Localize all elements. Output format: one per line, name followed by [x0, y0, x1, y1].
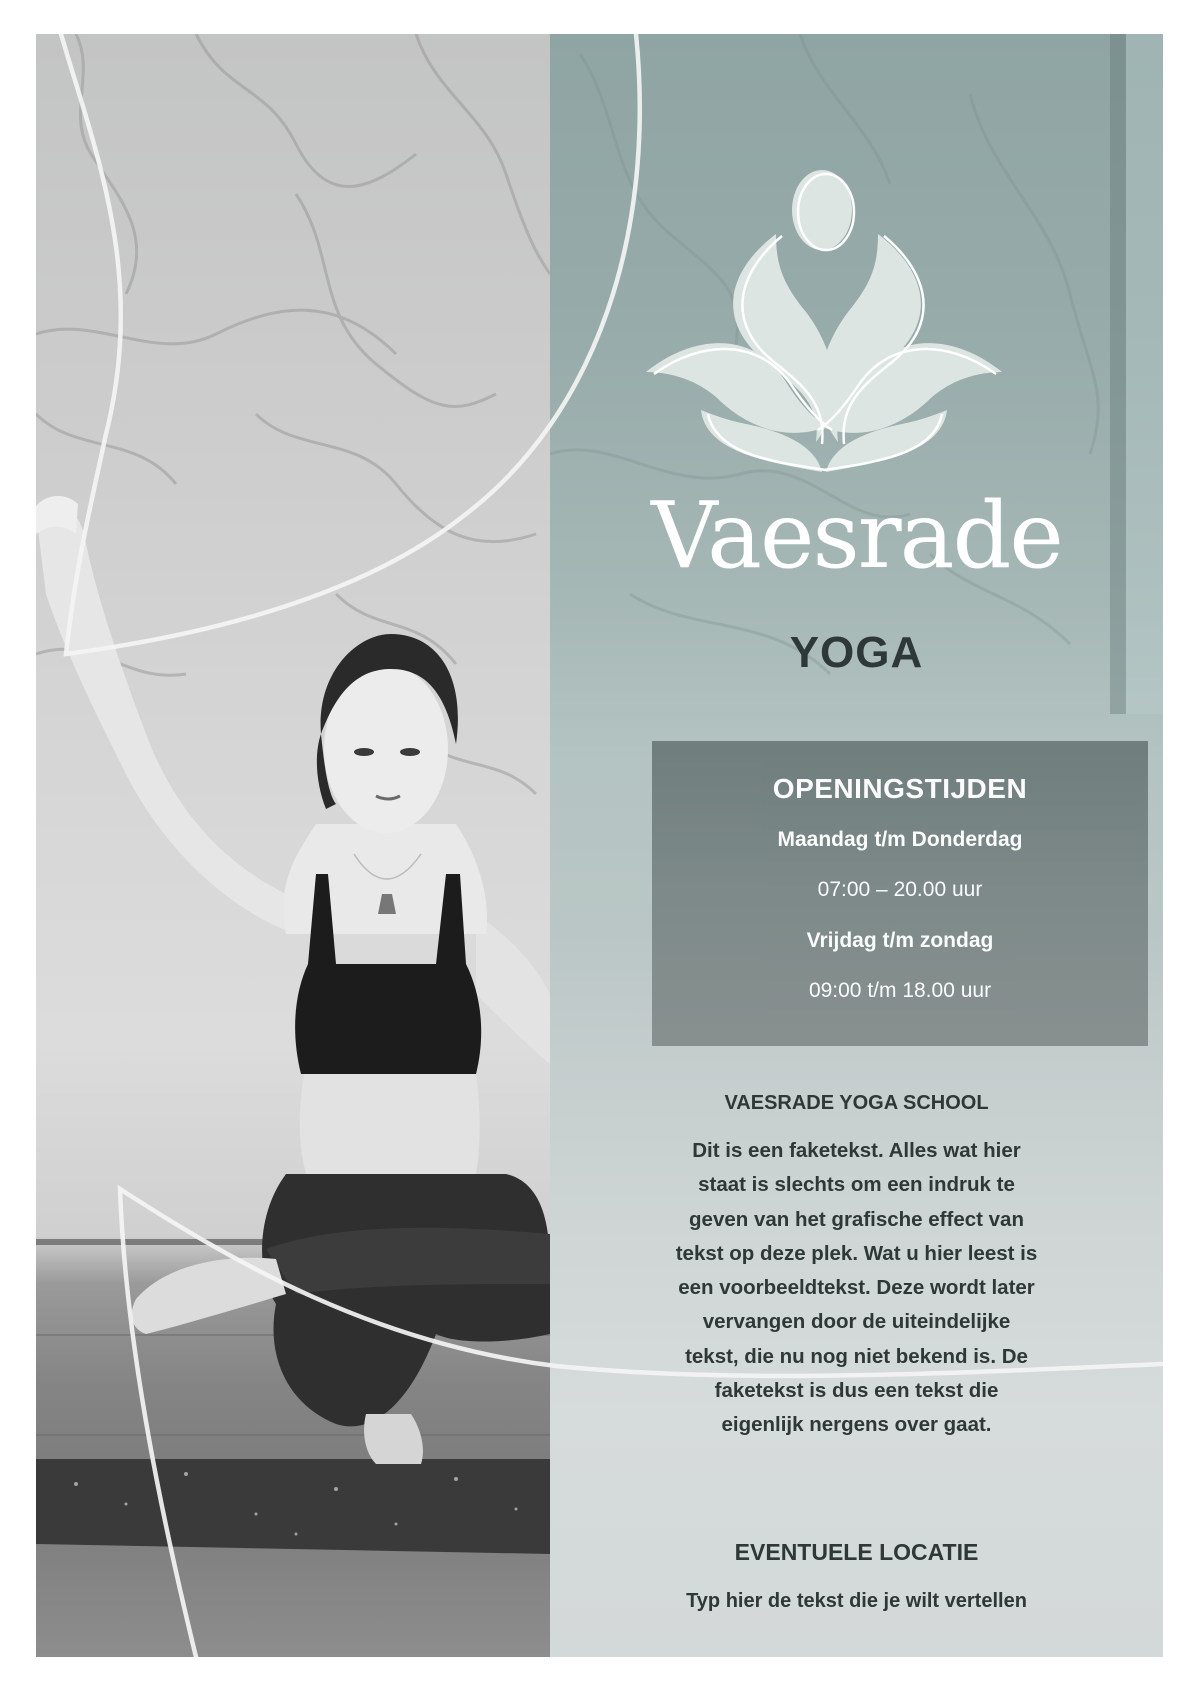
description-line: een voorbeeldtekst. Deze wordt later [678, 1276, 1035, 1300]
opening-hours-time: 09:00 t/m 18.00 uur [808, 979, 992, 1002]
description-line: vervangen door de uiteindelijke [702, 1310, 1011, 1334]
opening-hours-days: Vrijdag t/m zondag [806, 929, 994, 952]
description-line: staat is slechts om een indruk te [698, 1173, 1015, 1197]
brand-name: Vaesrade [651, 482, 1062, 589]
location-text: Typ hier de tekst die je wilt vertellen [686, 1590, 1027, 1612]
school-description [640, 1134, 1073, 1443]
yoga-flyer [36, 34, 1163, 1657]
brand-subtitle: YOGA [789, 628, 924, 677]
description-line: tekst op deze plek. Wat u hier leest is [675, 1241, 1038, 1265]
description-line: geven van het grafische effect van [689, 1207, 1024, 1231]
school-title: VAESRADE YOGA SCHOOL [724, 1092, 989, 1114]
description-line: eigenlijk nergens over gaat. [721, 1413, 992, 1437]
opening-hours-time: 07:00 – 20.00 uur [817, 878, 983, 901]
photo-illustration [36, 34, 550, 1657]
description-line: Dit is een faketekst. Alles wat hier [692, 1139, 1021, 1162]
location-title: EVENTUELE LOCATIE [734, 1539, 979, 1565]
opening-hours-days: Maandag t/m Donderdag [777, 828, 1023, 851]
decorative-stripe [1110, 34, 1126, 714]
opening-hours-box [652, 741, 1148, 1046]
lotus-meditation-icon [646, 152, 1002, 472]
opening-hours-title: OPENINGSTIJDEN [772, 773, 1028, 804]
description-line: tekst, die nu nog niet bekend is. De [685, 1344, 1028, 1368]
yoga-woman-photo [36, 34, 550, 1657]
info-panel [550, 34, 1163, 1657]
description-line: faketekst is dus een tekst die [714, 1379, 999, 1403]
decorative-stripe [1126, 34, 1163, 714]
